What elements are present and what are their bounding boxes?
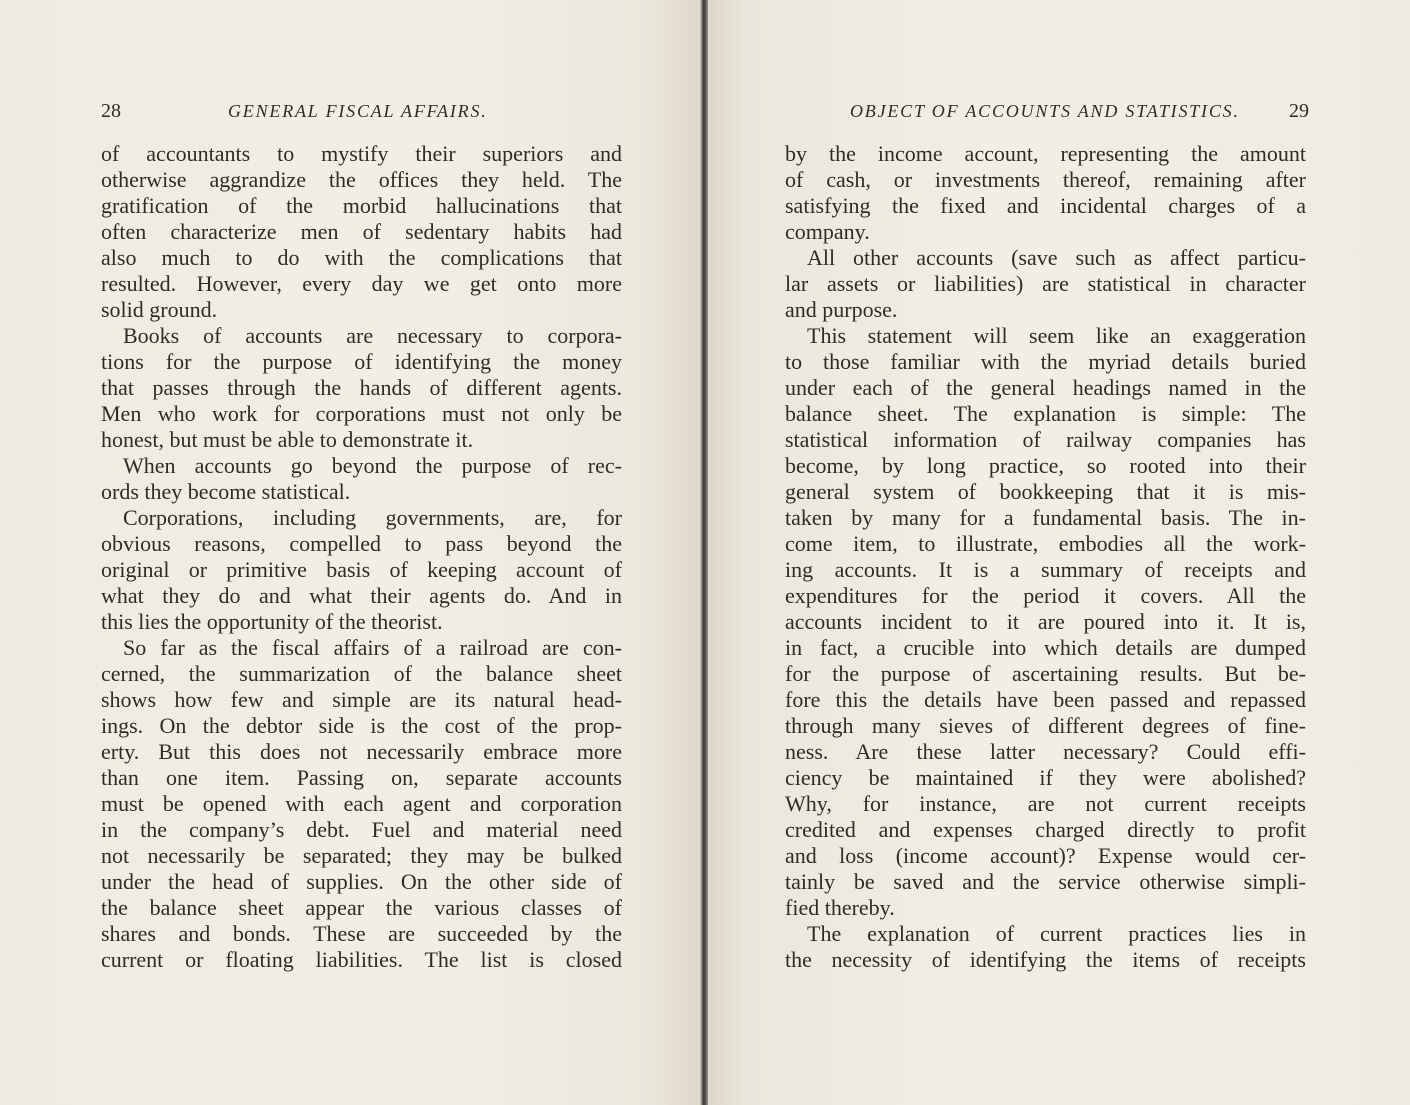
text-line: ings. On the debtor side is the cost of the prop- (101, 713, 622, 738)
text-line: accounts incident to it are poured into it. It is, (785, 609, 1306, 634)
text-line: gratification of the morbid hallucinations that (101, 193, 622, 218)
text-line: Corporations, including governments, are, for (123, 505, 622, 530)
text-line: by the income account, representing the amount (785, 141, 1306, 166)
text-line: and purpose. (785, 297, 898, 322)
text-line: When accounts go beyond the purpose of rec- (123, 453, 622, 478)
text-line: the necessity of identifying the items of receipts (785, 947, 1306, 972)
text-line: fore this the details have been passed and repassed (785, 687, 1306, 712)
text-line: come item, to illustrate, embodies all the work- (785, 531, 1306, 556)
text-line: the balance sheet appear the various classes of (101, 895, 622, 920)
text-line: The explanation of current practices lies in (807, 921, 1306, 946)
text-line: often characterize men of sedentary habits had (101, 219, 622, 244)
text-line: current or floating liabilities. The list is closed (101, 947, 622, 972)
text-line: honest, but must be able to demonstrate it. (101, 427, 474, 452)
text-line: also much to do with the complications that (101, 245, 622, 270)
text-line: ing accounts. It is a summary of receipts and (785, 557, 1306, 582)
body-text (785, 141, 1306, 973)
text-line: statistical information of railway companies has (785, 427, 1306, 452)
left-page (0, 0, 702, 1105)
text-line: that passes through the hands of different agents. (101, 375, 622, 400)
text-line: otherwise aggrandize the offices they held. The (101, 167, 622, 192)
text-line: taken by many for a fundamental basis. The in- (785, 505, 1306, 530)
text-line: shares and bonds. These are succeeded by the (101, 921, 622, 946)
text-line: than one item. Passing on, separate accounts (101, 765, 622, 790)
text-line: obvious reasons, compelled to pass beyond the (101, 531, 622, 556)
text-line: of cash, or investments thereof, remaining after (785, 167, 1306, 192)
text-line: So far as the fiscal affairs of a railroad are con- (123, 635, 622, 660)
text-line: what they do and what their agents do. And in (101, 583, 622, 608)
text-line: must be opened with each agent and corporation (101, 791, 622, 816)
text-line: solid ground. (101, 297, 218, 322)
text-line: for the purpose of ascertaining results. But be- (785, 661, 1306, 686)
body-text (101, 141, 622, 973)
text-line: of accountants to mystify their superiors and (101, 141, 622, 166)
text-line: under each of the general headings named in the (785, 375, 1306, 400)
text-line: under the head of supplies. On the other side of (101, 869, 622, 894)
text-line: expenditures for the period it covers. All the (785, 583, 1306, 608)
text-line: resulted. However, every day we get onto more (101, 271, 622, 296)
right-page (708, 0, 1410, 1105)
text-line: become, by long practice, so rooted into their (785, 453, 1306, 478)
text-line: balance sheet. The explanation is simple: The (785, 401, 1306, 426)
text-line: lar assets or liabilities) are statistical in character (785, 271, 1306, 296)
page-number: 29 (1289, 100, 1309, 122)
text-line: satisfying the fixed and incidental charges of a (785, 193, 1306, 218)
text-line: company. (785, 219, 870, 244)
text-line: ords they become statistical. (101, 479, 351, 504)
text-line: general system of bookkeeping that it is mis- (785, 479, 1306, 504)
text-line: fied thereby. (785, 895, 895, 920)
text-line: and loss (income account)? Expense would cer- (785, 843, 1306, 868)
text-line: credited and expenses charged directly to profit (785, 817, 1306, 842)
text-line: Why, for instance, are not current receipts (785, 791, 1306, 816)
text-line: in the company’s debt. Fuel and material need (101, 817, 622, 842)
text-line: erty. But this does not necessarily embrace more (101, 739, 622, 764)
text-line: to those familiar with the myriad details buried (785, 349, 1306, 374)
text-line: tions for the purpose of identifying the money (101, 349, 622, 374)
text-line: This statement will seem like an exaggeration (807, 323, 1306, 348)
text-line: through many sieves of different degrees of fine- (785, 713, 1306, 738)
text-line: ness. Are these latter necessary? Could effi- (785, 739, 1306, 764)
text-line: tainly be saved and the service otherwise simpli- (785, 869, 1306, 894)
text-line: cerned, the summarization of the balance sheet (101, 661, 622, 686)
text-line: All other accounts (save such as affect particu- (807, 245, 1306, 270)
text-line: in fact, a crucible into which details are dumped (785, 635, 1306, 660)
running-head: OBJECT OF ACCOUNTS AND STATISTICS. (850, 101, 1240, 121)
text-line: ciency be maintained if they were abolished? (785, 765, 1306, 790)
text-line: Men who work for corporations must not only be (101, 401, 622, 426)
text-line: Books of accounts are necessary to corpora- (123, 323, 622, 348)
text-line: shows how few and simple are its natural head- (101, 687, 622, 712)
running-head: GENERAL FISCAL AFFAIRS. (228, 101, 488, 121)
page-number: 28 (101, 100, 121, 122)
text-line: not necessarily be separated; they may be bulked (101, 843, 622, 868)
text-line: original or primitive basis of keeping account of (101, 557, 622, 582)
text-line: this lies the opportunity of the theorist. (101, 609, 443, 634)
